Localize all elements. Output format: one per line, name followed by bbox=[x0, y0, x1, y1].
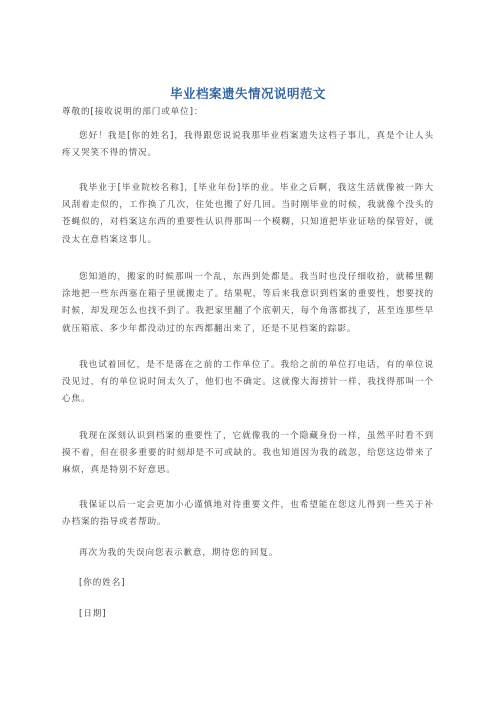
paragraph-1: 您好！我是[你的姓名]，我得跟您说说我那毕业档案遗失这档子事儿，真是个让人头疼又哭笑不得的情况。 bbox=[62, 131, 434, 159]
paragraph-3: 您知道的，搬家的时候那叫一个乱，东西到处都是。我当时也没仔细收拾，就稀里糊涂地把一些东西塞在箱子里就搬走了。结果呢，等后来我意识到档案的重要性，想要找的时候，却发现怎么也找不到了。我把家里翻了个底朝天，每个角落都找了，甚至连那些早就压箱底、多少年都没动过的东西都翻出来了，还是不见档案的踪影。 bbox=[62, 272, 434, 334]
signature-name: [你的姓名] bbox=[79, 578, 126, 588]
paragraph-6: 我保证以后一定会更加小心谨慎地对待重要文件，也希望能在您这儿得到一些关于补办档案的指导或者帮助。 bbox=[62, 500, 434, 528]
salutation: 尊敬的[接收说明的部门或单位]： bbox=[62, 107, 204, 117]
document-title: 毕业档案遗失情况说明范文 bbox=[169, 86, 326, 101]
paragraph-4: 我也试着回忆，是不是落在之前的工作单位了。我给之前的单位打电话，有的单位说没见过，有的单位说时间太久了，他们也不确定。这就像大海捞针一样，我找得那叫一个心焦。 bbox=[62, 360, 434, 405]
paragraph-7: 再次为我的失误向您表示歉意，期待您的回复。 bbox=[79, 548, 279, 558]
signature-date: [日期] bbox=[79, 609, 107, 619]
paragraph-5: 我现在深刻认识到档案的重要性了，它就像我的一个隐藏身份一样，虽然平时看不到摸不着，但在很多重要的时刻却是不可或缺的。我也知道因为我的疏忽，给您这边带来了麻烦，真是特别不好意思。 bbox=[62, 431, 434, 476]
paragraph-2: 我毕业于[毕业院校名称]，[毕业年份]毕的业。毕业之后啊，我这生活就像被一阵大风刮着走似的，工作换了几次，住处也搬了好几回。当时刚毕业的时候，我就像个没头的苍蝇似的，对档案这东西的重要性认识得那叫一个模糊，只知道把毕业证啥的保管好，就没太在意档案这事儿。 bbox=[62, 183, 434, 245]
